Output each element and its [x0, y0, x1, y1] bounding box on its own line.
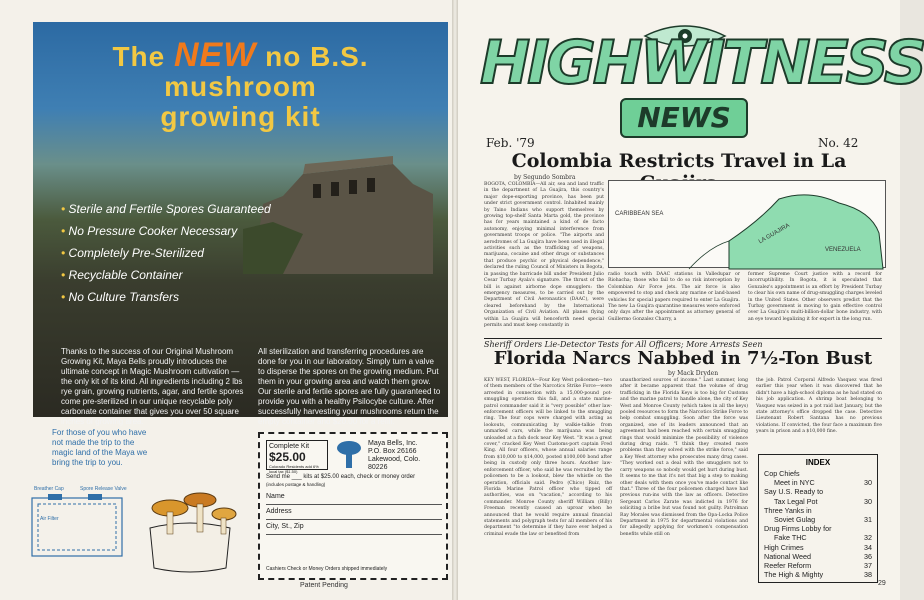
headline-colombia: Colombia Restricts Travel in La	[511, 150, 847, 172]
index-entry-page: 30	[864, 478, 872, 488]
ad-copy-right: All sterilization and transferring procedures are done for you in our laboratory. Simply turn a valve to disperse the spores on the growing medium. Put them in your growing area and watch them grow. Our sterile and fertile spores are fully guaranteed to provide you with a healthy Psilocybe culture. After successfully harvesting your mushrooms return the empty container and $20.00 for a refill.	[258, 347, 441, 426]
ad-title-line2: growing kit	[160, 101, 321, 132]
order-instructions	[266, 474, 442, 488]
ad-feature-item: • No Pressure Cooker Necessary	[61, 220, 281, 242]
index-entry-page: 32	[864, 533, 872, 543]
ad-headline	[33, 36, 448, 132]
breather-cap-label: Breather Cap	[34, 486, 64, 492]
company-pobox: P.O. Box 26166	[368, 448, 417, 455]
patent-pending: Patent Pending	[300, 582, 348, 589]
index-entry-label: National Weed	[764, 551, 812, 561]
company-name: Maya Bells, Inc.	[368, 440, 418, 447]
city-field[interactable]: City, St., Zip	[266, 520, 442, 535]
ad-feature-item: • No Culture Transfers	[61, 286, 281, 308]
ad-title-new: NEW	[174, 36, 257, 74]
index-entry-page: 38	[864, 570, 872, 580]
story-colombia-col1: BOGOTA, COLOMBIA—All air, sea and land traffic in the department of La Guajira, this country's major dope-exporting province, has been put under strict government control. Inhabited mainly by Taino Indians who support themselves by growing top-shelf Santa Marta gold, the province has for years maintained a kind of de facto autonomy, enjoying minimal interference from government troops or police. "The airports and aerodromes of La Guajira have been used in illegal activities such as the trafficking of weapons, marijuana, cocaine and other drugs or substances that produce psychic or physical dependence," declared the ruling Council of Ministers in Bogota, in passing the barricade bill under President Julio Cesar Turbay Ayala's signature. The thrust of the bill is against airborne dope smugglers: the emergency measures, to be carried out by the Department of Civil Aeronautics (DAAC), were cleared beforehand by the International Organization of Civil Aviation. All planes flying within La Guajira will henceforth need special permits and must keep constantly in	[484, 182, 604, 328]
index-entry[interactable]	[764, 497, 872, 506]
index-entry[interactable]	[764, 570, 872, 579]
shipping-note: Cashiers Check or Money Orders shipped immediately	[266, 566, 388, 572]
issue-date: Feb. '79	[486, 136, 535, 150]
map-illustration	[609, 181, 887, 269]
address-field[interactable]: Address	[266, 505, 442, 520]
map-sea-label: CARIBBEAN SEA	[615, 211, 664, 217]
masthead-title: HIGHWITNESS	[480, 28, 924, 98]
story-colombia-col2: radio touch with DAAC stations in Valledupar or Riohacha; those who fail to do so risk interception by Colombian Air Force jets. The air force is also empowered to stop and check any marine or land-based vehicles for special papers required to enter La Guajira. The new La Guajira quarantine measures were enforced only days after the appointment as attorney general of Guillermo Gonzalez Charry, a	[608, 272, 740, 322]
index-entry-label: Drug Firms Lobby for	[764, 524, 832, 534]
index-entry[interactable]	[764, 561, 872, 570]
index-entry[interactable]	[764, 524, 872, 533]
company-city: Lakewood, Colo.	[368, 456, 421, 463]
issue-number: No. 42	[818, 136, 859, 150]
trip-text: For those of you who have not made the trip to the magic land of the Maya we bring the trip to you.	[52, 428, 148, 467]
map-country-label: VENEZUELA	[825, 247, 861, 253]
index-entry-label: Tax Legal Pot	[774, 496, 818, 506]
index-entry-label: High Crimes	[764, 542, 804, 552]
story-florida-col3: the job. Patrol Corporal Alfredo Vasquez was fired earlier this year when it was discovered that he didn't have a high-school diploma as he had stated on his job application. A shrimp boat belonging to Vasquez was seized in a pot raid last January, but the state attorney's office dropped the case. Detective Lieutenant Robert Santana has no previous violations. If convicted, the four face a maximum five years in prison and a $10,000 fine.	[756, 378, 882, 435]
index-entry-label: Say U.S. Ready to	[764, 487, 824, 497]
index-entry[interactable]	[764, 552, 872, 561]
index-entry[interactable]	[764, 506, 872, 515]
index-entry-label: Cop Chiefs	[764, 469, 800, 478]
kit-price: $25.00	[269, 450, 306, 464]
send-note: (includes postage & handling)	[266, 482, 326, 487]
index-entry-page: 30	[864, 496, 872, 506]
kit-diagram	[30, 468, 245, 580]
index-entry[interactable]	[764, 469, 872, 478]
index-entry-label: Fake THC	[774, 533, 807, 543]
ad-feature-item: • Sterile and Fertile Spores Guaranteed	[61, 198, 281, 220]
map-region-label: LA GUAJIRA	[757, 222, 791, 246]
index-entry-label: Three Yanks in	[764, 505, 812, 515]
index-entry-label: Meet in NYC	[774, 478, 815, 488]
index-entry[interactable]	[764, 543, 872, 552]
kit-label: Complete Kit	[269, 443, 310, 450]
order-coupon[interactable]	[258, 432, 448, 580]
air-filter-label: Air Filter	[40, 516, 59, 522]
masthead	[480, 22, 924, 140]
page-number: 29	[878, 580, 886, 587]
ad-feature-item: • Completely Pre-Sterilized	[61, 242, 281, 264]
headline-florida: Florida Narcs Nabbed in 7½-Ton Bust	[493, 348, 873, 369]
byline-colombia: by Segundo Sombra	[514, 174, 576, 181]
story-florida-col1: KEY WEST, FLORIDA—Four Key West policemen—two of them members of the Narcotics Strike Force—were arrested in connection with a 15,000-pound pot-smuggling operation this fall, and a state marine-patrol commander said it is "very possible" other law-enforcement officers will be linked to the smuggling ring. The four cops were charged with acting as lookouts, communicating by walkie-talkie from unmarked cars, while the marijuana was being unloaded at a fish dock near Key West. "It was a great cover," cracked Key West Customs-port captain Fred King. All four officers, whose annual salaries range from $10,000 to $14,000, posted $100,000 bond after being in custody only three hours. Another law-enforcement officer, who said he was recruited by the policemen to be a lookout, blew the whistle on the operation, officials said. Pedro (Chico) Ruiz, the Florida Marine Patrol officer who tipped off authorities, was on "vacation," according to his commander. Monroe County sheriff William (Billy) Freeman recently caused an uproar when he announced that he would require annual financial statements and polygraph tests for all members of his department "to determine if they have ever helped a criminal evade the law or benefited from	[484, 378, 612, 537]
index-list	[764, 469, 872, 579]
send-line: Send me ___ kits at $25.00 each, check or money order	[266, 474, 416, 480]
company-zip: 80226	[368, 464, 388, 471]
index-entry[interactable]	[764, 533, 872, 542]
ad-feature-item: • Recyclable Container	[61, 264, 281, 286]
index-entry[interactable]	[764, 515, 872, 524]
index-entry-page: 37	[864, 561, 872, 571]
mushroom-kit-ad	[33, 22, 448, 426]
index-entry-label: Soviet Gulag	[774, 515, 816, 525]
name-field[interactable]: Name	[266, 490, 442, 505]
tax-note: Colorado Residents add 6% local tax ($1.50)	[269, 464, 319, 474]
ad-title-the: The	[112, 41, 166, 72]
trip-illustration	[30, 428, 245, 588]
index-entry-page: 34	[864, 542, 872, 552]
index-entry-label: The High & Mighty	[764, 570, 824, 580]
index-entry-page: 31	[864, 515, 872, 525]
ad-title-rest: no B.S. mushroom	[164, 41, 369, 102]
index-entry[interactable]	[764, 478, 872, 487]
order-form-fields	[266, 490, 442, 535]
spore-valve-label: Spore Release Valve	[80, 486, 127, 492]
ad-feature-list	[61, 198, 281, 308]
index-box	[758, 454, 878, 583]
ad-body-copy	[61, 347, 441, 427]
byline-florida: by Mack Dryden	[668, 370, 719, 377]
price-box	[266, 440, 328, 474]
story-colombia-col3: former Supreme Court justice with a record for incorruptibility. In Bogota, it is speculated that Gonzalez's appointment is an effort by President Turbay to clear his own name of drug-smuggling charges leveled in the United States. Other observers predict that the Turbay government is moving to gain effective control over La Guajira's multi-billion-dollar bone industry, with an eye toward legalizing it for export in the long run.	[748, 272, 882, 322]
mushroom-logo-icon	[334, 438, 364, 472]
kicker-florida: Sheriff Orders Lie-Detector Tests for All Officers; More Arrests Seen	[484, 340, 763, 349]
index-entry-page: 36	[864, 551, 872, 561]
index-entry[interactable]	[764, 487, 872, 496]
left-page	[0, 0, 455, 600]
index-title: INDEX	[805, 458, 831, 467]
index-entry-label: Reefer Reform	[764, 561, 812, 571]
right-page	[458, 0, 924, 600]
story-florida-col2: unauthorized sources of income." Last summer, long after it became apparent that the volume of drug trafficking in the Florida Keys is too big for Customs and the marine patrol to handle alone, the city of Key West and Monroe County (which takes in all the keys) pooled resources to form the Narcotics Strike Force to help combat smuggling. Soon after the force was organized, one of its leaders announced that an agreement had been reached with certain smuggling rings that would minimize the possibility of violence during drug raids. "I think they created more problems than they solved with the strike force," said a Key West attorney who prosecutes many drug cases. "They worked out a deal with the smugglers not to carry weapons so nobody would get hurt during bust. It seems to me that it's not that big a step to making other deals with them once you've made contact like that." Three of the four policemen charged have had previous run-ins with the law as officers. Detective Sergeant Carlos Zarate was indicted in 1976 for soliciting a bribe but was found not guilty. Patrolman Ray Morales was dismissed from the Opa-Locka Police Department in 1975 for departmental violations and for allegedly applying for workmen's compensation benefits while still on	[620, 378, 748, 537]
ad-copy-left: Thanks to the success of our Original Mushroom Growing Kit, Maya Bells proudly introduces the ultimate concept in Magic Mushroom cultivation — the only kit of its kind. All ingredients including 2 lbs rye grain, growing nutrients, agar, and fertile spores come pre-sterilized in our unique recyclable poly carbonate container that gives you over 50 square inches of growing area.	[61, 347, 244, 426]
la-guajira-map	[608, 180, 886, 268]
news-banner: NEWS	[620, 98, 748, 138]
section-rule	[484, 338, 882, 339]
company-address	[368, 440, 420, 472]
